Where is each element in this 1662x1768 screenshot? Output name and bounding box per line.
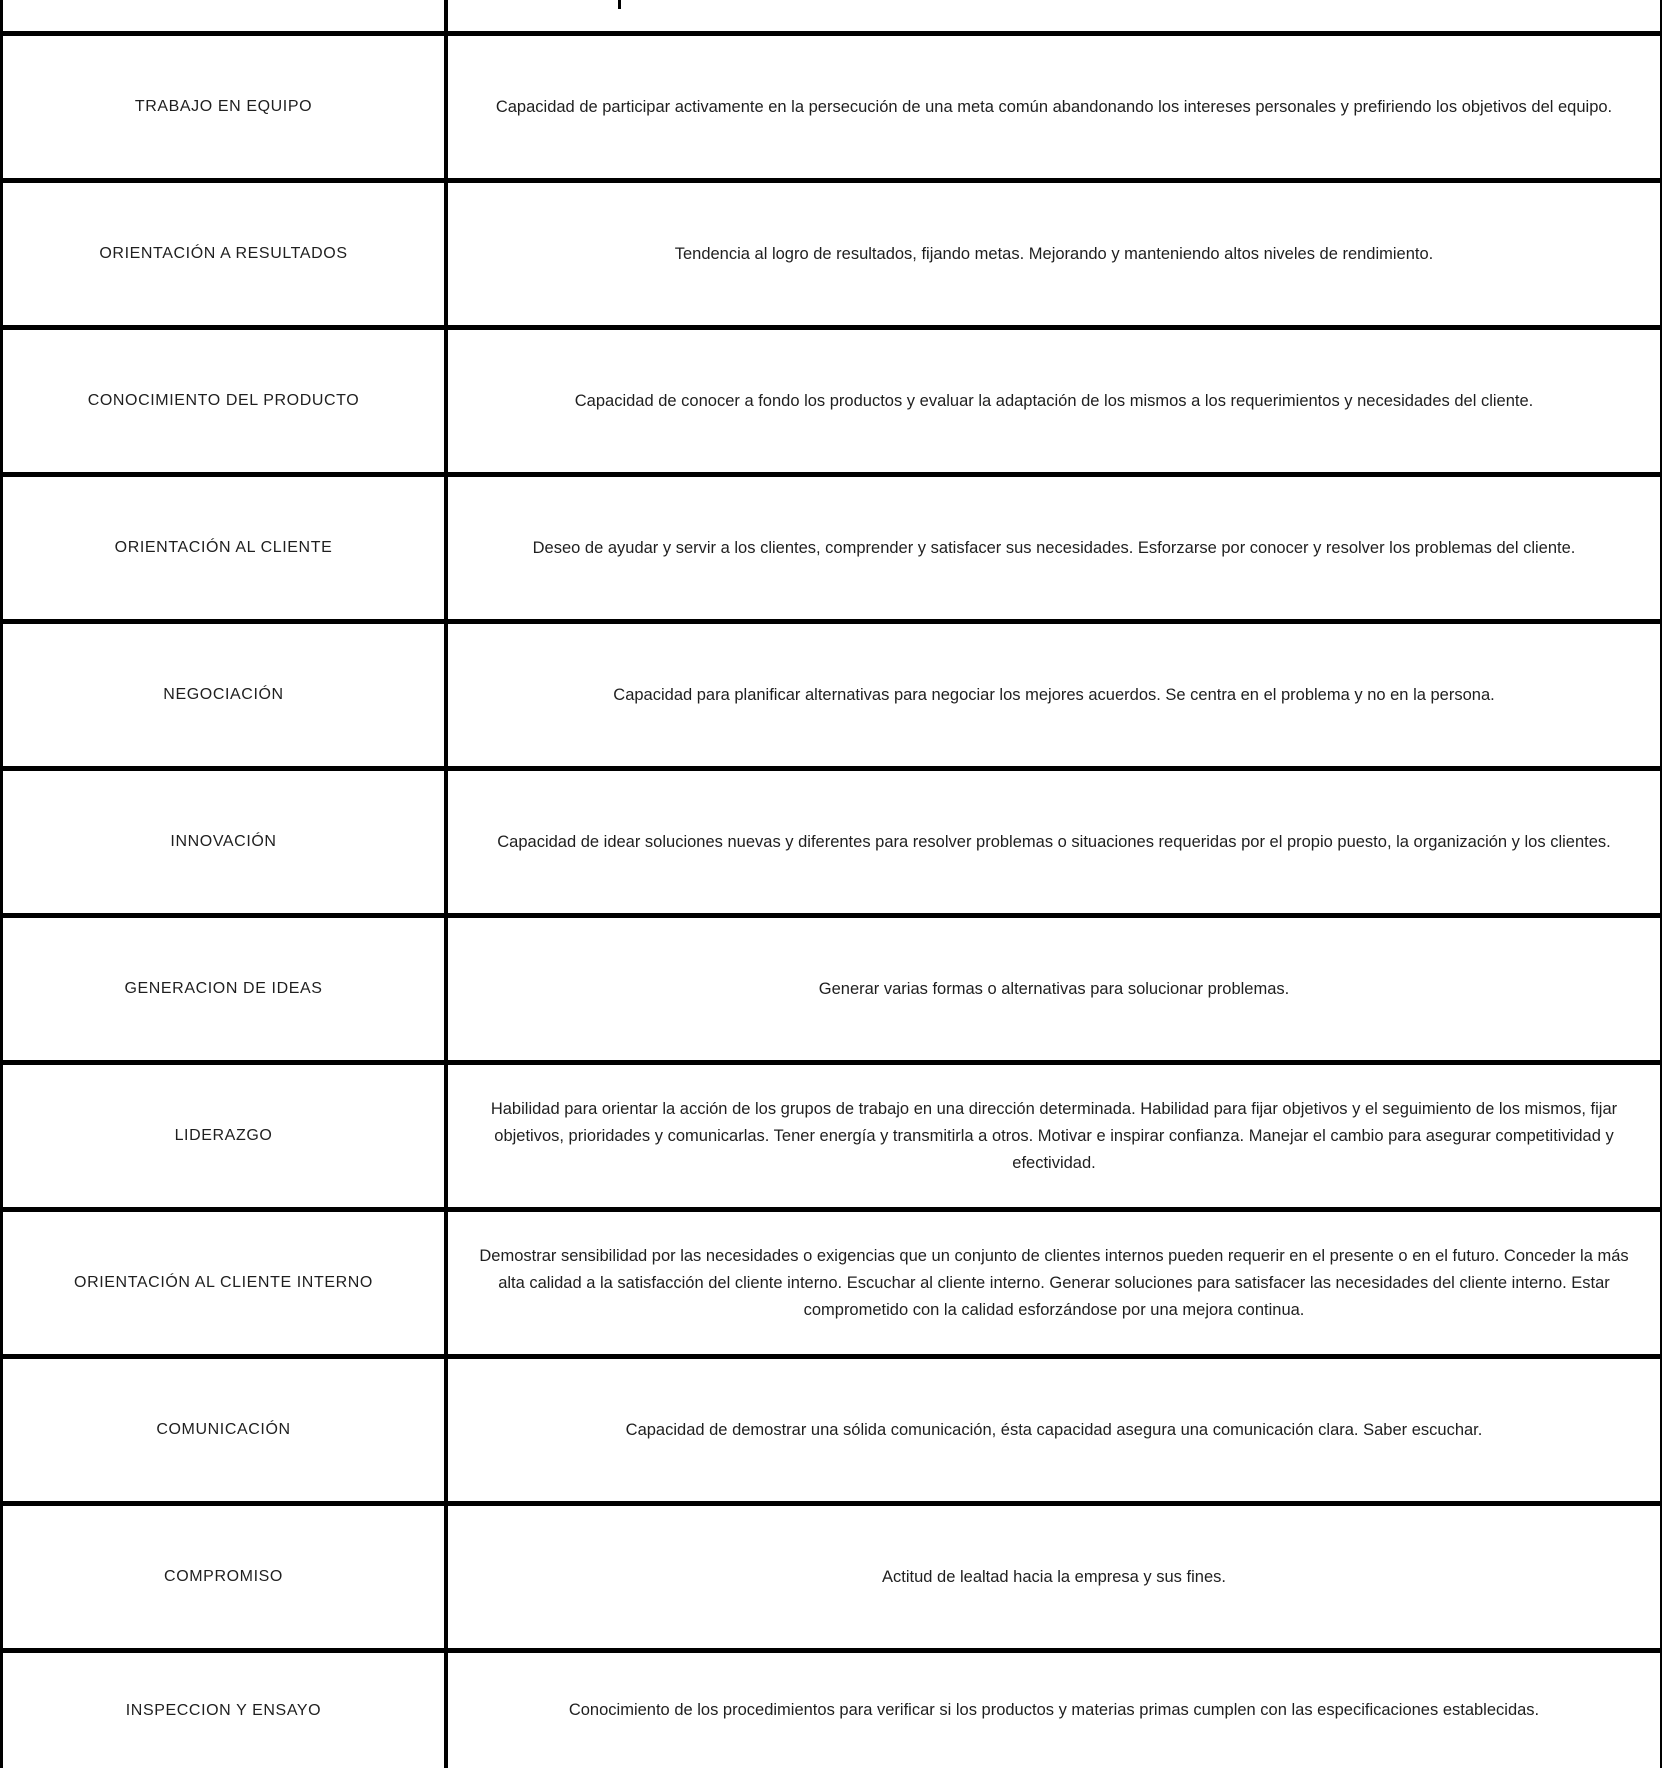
table-row (3, 477, 1660, 624)
table-row (3, 1212, 1660, 1359)
competency-name: CONOCIMIENTO DEL PRODUCTO (3, 330, 448, 472)
table-row (3, 1065, 1660, 1212)
competency-name: ORIENTACIÓN AL CLIENTE INTERNO (3, 1212, 448, 1354)
competency-description: Capacidad de demostrar una sólida comunicación, ésta capacidad asegura una comunicación clara. Saber escuchar. (625, 1420, 1483, 1439)
cropped-text-artifact (618, 0, 621, 9)
competency-name: NEGOCIACIÓN (3, 624, 448, 766)
table-row (3, 624, 1660, 771)
competency-description-cell-empty (448, 0, 1660, 31)
table-row (3, 330, 1660, 477)
table-row (3, 183, 1660, 330)
competency-name: COMPROMISO (3, 1506, 448, 1648)
competency-name: LIDERAZGO (3, 1065, 448, 1207)
competency-description: Capacidad de conocer a fondo los productos y evaluar la adaptación de los mismos a los requerimientos y necesidades del cliente. (574, 391, 1534, 410)
competency-description: Capacidad de idear soluciones nuevas y diferentes para resolver problemas o situaciones requeridas por el propio puesto, la organización y los clientes. (497, 832, 1611, 851)
competency-name: TRABAJO EN EQUIPO (3, 36, 448, 178)
competency-name: ORIENTACIÓN A RESULTADOS (3, 183, 448, 325)
table-row (3, 771, 1660, 918)
table-row-cropped-top (3, 0, 1660, 36)
table-row (3, 1506, 1660, 1653)
competency-name: INSPECCION Y ENSAYO (3, 1653, 448, 1768)
competency-description: Conocimiento de los procedimientos para verificar si los productos y materias primas cumplen con las especificaciones establecidas. (568, 1701, 1540, 1719)
competency-description: Deseo de ayudar y servir a los clientes, comprender y satisfacer sus necesidades. Esforzarse por conocer y resolver los problemas del cliente. (532, 538, 1576, 557)
competency-name: GENERACION DE IDEAS (3, 918, 448, 1060)
competency-description: Habilidad para orientar la acción de los grupos de trabajo en una dirección determinada. Habilidad para fijar objetivos y el seguimiento de los mismos, fijar objetivos, prioridades y comunicarlas. Tener energía y transmitirla a otros. Motivar e inspirar confianza. Manejar el cambio para asegurar competitividad y efectividad. (490, 1099, 1618, 1172)
competency-description: Actitud de lealtad hacia la empresa y sus fines. (882, 1567, 1226, 1586)
competency-name: INNOVACIÓN (3, 771, 448, 913)
table-row (3, 918, 1660, 1065)
table-row (3, 1653, 1660, 1768)
competency-name: COMUNICACIÓN (3, 1359, 448, 1501)
competency-description: Demostrar sensibilidad por las necesidades o exigencias que un conjunto de clientes internos pueden requerir en el presente o en el futuro. Conceder la más alta calidad a la satisfacción del cliente interno. Escuchar al cliente interno. Generar soluciones para satisfacer las necesidades del cliente interno. Estar comprometido con la calidad esforzándose por una mejora continua. (479, 1246, 1629, 1319)
table-row (3, 1359, 1660, 1506)
competency-name: ORIENTACIÓN AL CLIENTE (3, 477, 448, 619)
competency-description: Capacidad para planificar alternativas para negociar los mejores acuerdos. Se centra en el problema y no en la persona. (613, 685, 1495, 704)
competency-description: Capacidad de participar activamente en la persecución de una meta común abandonando los intereses personales y prefiriendo los objetivos del equipo. (495, 97, 1613, 116)
competency-description: Tendencia al logro de resultados, fijando metas. Mejorando y manteniendo altos niveles de rendimiento. (674, 244, 1434, 263)
competency-name-cell-empty (3, 0, 448, 31)
competency-description: Generar varias formas o alternativas para solucionar problemas. (818, 979, 1290, 998)
table-row (3, 36, 1660, 183)
